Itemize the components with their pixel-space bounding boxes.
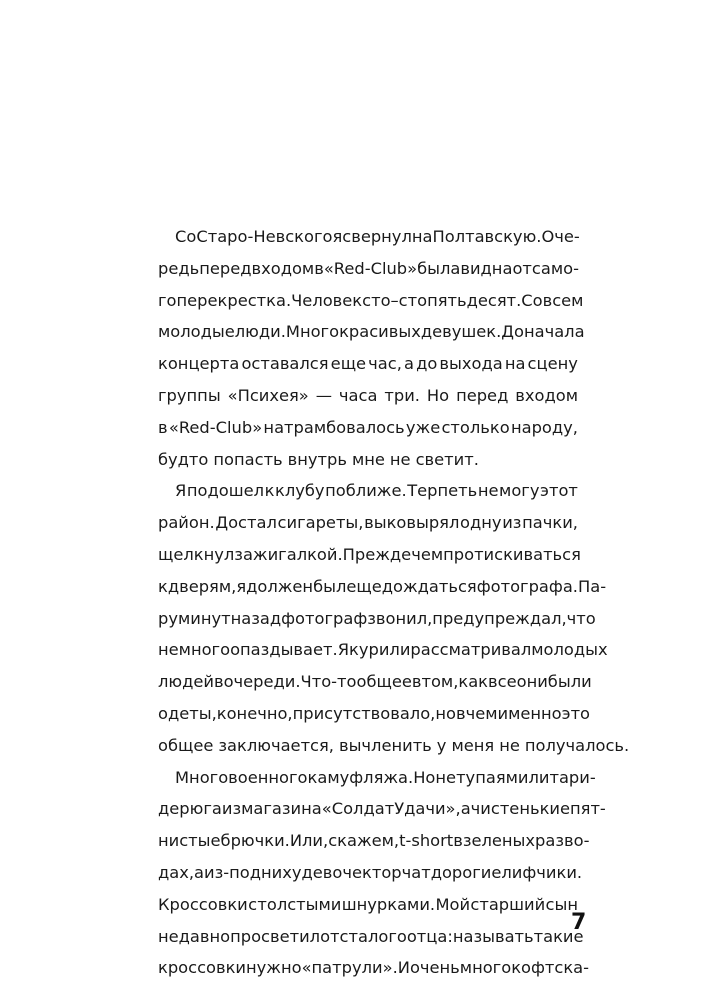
text-line: группы «Психея» — часа три. Но перед входом [158, 385, 578, 405]
text-line: Я подошел к клубу поближе. Терпеть не могу этот [175, 481, 578, 501]
text-line: кроссовки нужно «патрули». И очень много кофт с ка- [158, 958, 590, 978]
paragraph [158, 762, 606, 985]
text-line: ру минут назад фотограф звонил, предупреждал, что [158, 608, 596, 628]
text-line: нистые брючки. Или, скажем, t-short в зеленых разво- [158, 831, 590, 851]
text-line: концерта оставался еще час, а до выхода на сцену [158, 354, 578, 374]
text-line: Со Старо-Невского я свернул на Полтавскую. Оче- [175, 227, 580, 246]
paragraph [158, 475, 630, 761]
text-line: го перекрестка. Человек сто–сто пятьдесят. Совсем [158, 290, 584, 310]
text-line: щелкнул зажигалкой. Прежде чем протискиваться [158, 544, 581, 564]
text-line: общее заключается, вычленить у меня не получалось. [158, 735, 630, 755]
paragraph [158, 221, 585, 475]
text-line: Много военного камуфляжа. Но не тупая милитари- [175, 767, 596, 787]
text-line: дерюга из магазина «Солдат Удачи», а чистенькие пят- [158, 799, 606, 819]
page-number: 7 [571, 910, 587, 935]
text-line: людей в очереди. Что-то общее в том, как все они были [158, 672, 592, 692]
text-line: одеты, конечно, присутствовало, но в чем именно это [158, 703, 591, 723]
text-line: Кроссовки с толстыми шнурками. Мой старший сын [158, 894, 578, 914]
text-line: недавно просветил отсталого отца: называть такие [158, 926, 584, 946]
text-line: дах, а из-под них у девочек торчат дорогие лифчики. [158, 862, 583, 882]
text-line: редь перед входом в «Red-Club» была видна от само- [158, 258, 579, 278]
text-line: будто попасть внутрь мне не светит. [158, 449, 479, 469]
body-text [158, 221, 630, 984]
text-line: молодые люди. Много красивых девушек. До начала [158, 322, 585, 342]
text-line: немного опаздывает. Я курил и рассматривал молодых [158, 640, 608, 660]
text-line: к дверям, я должен был еще дождаться фотографа. Па- [158, 576, 607, 596]
text-line: в «Red-Club» натрамбовалось уже столько народу, [158, 417, 578, 437]
text-line: район. Достал сигареты, выковырял одну из пачки, [158, 513, 578, 533]
